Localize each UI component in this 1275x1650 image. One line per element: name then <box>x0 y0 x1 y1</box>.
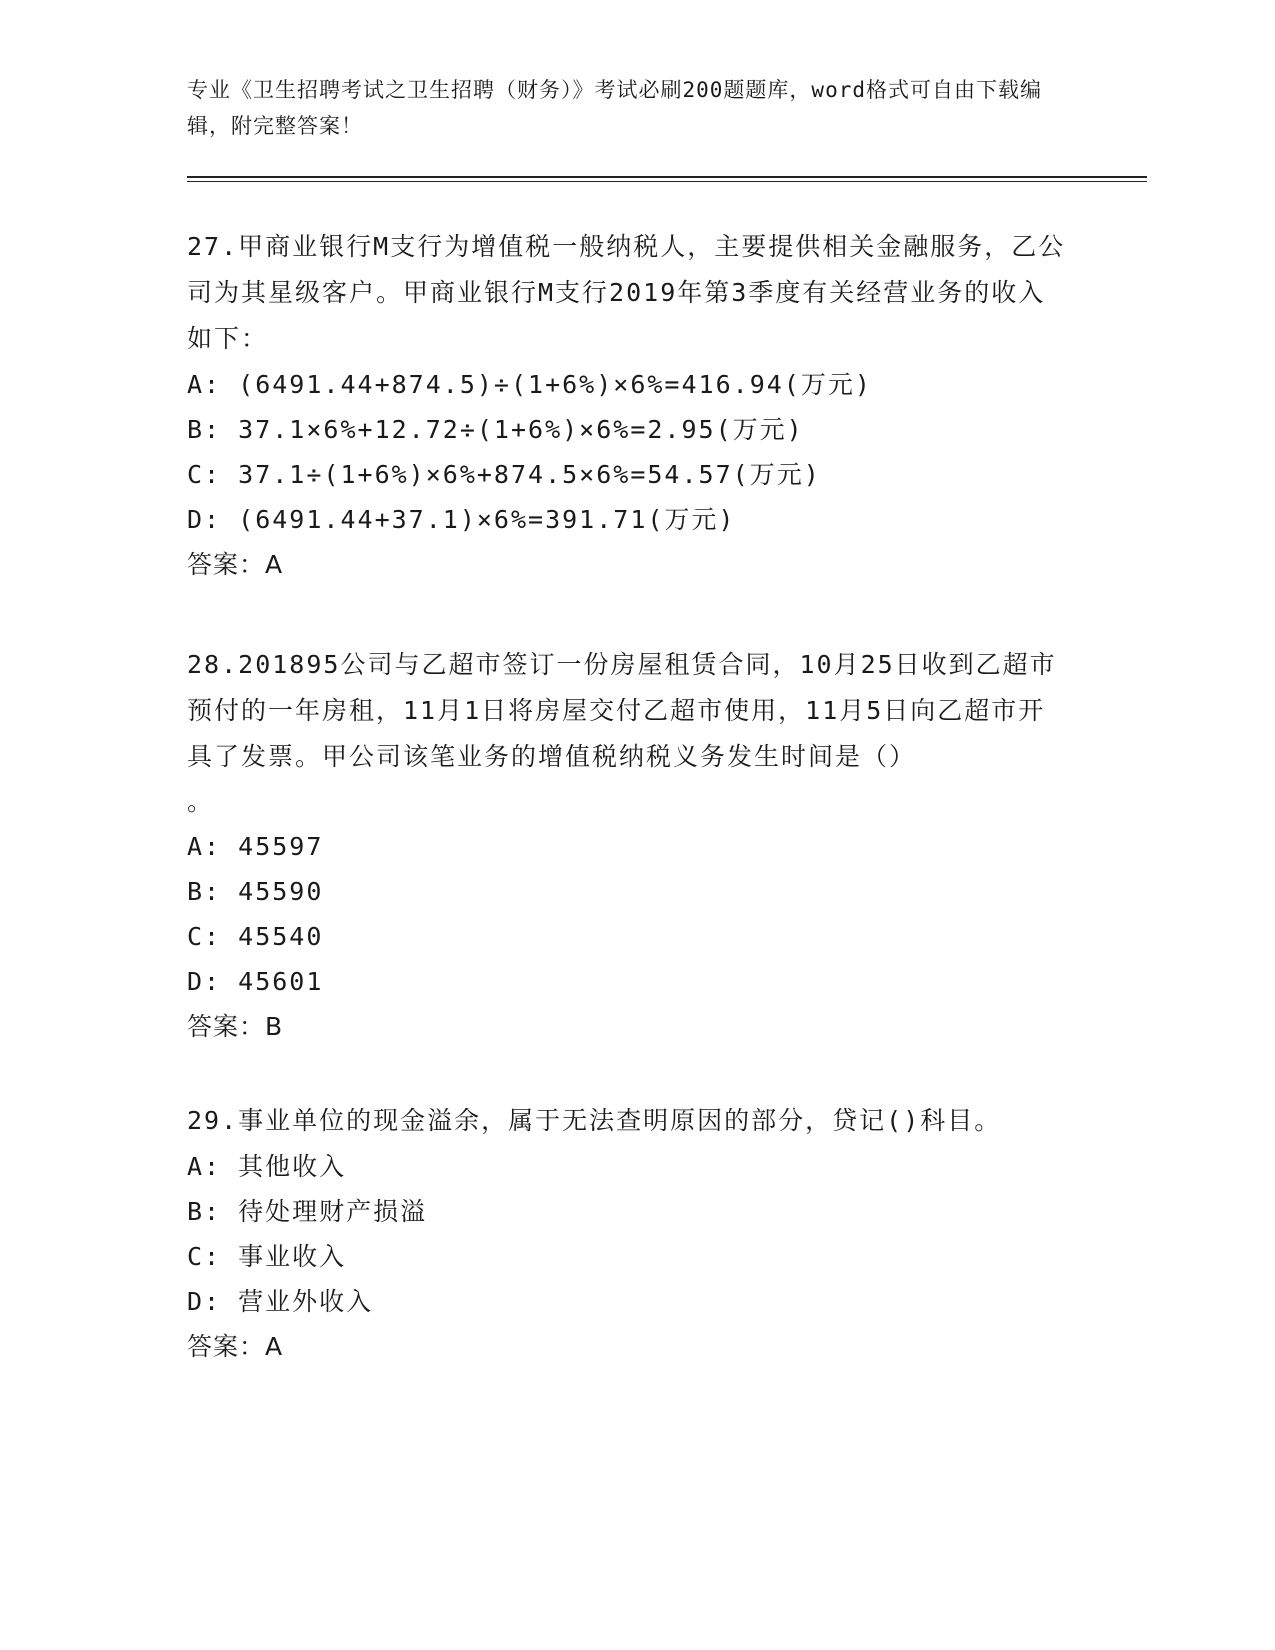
option-d: D: 45601 <box>187 967 324 996</box>
option-c: C: 37.1÷(1+6%)×6%+874.5×6%=54.57(万元) <box>187 460 821 489</box>
answer-label: 答案：B <box>187 1012 284 1041</box>
question-27 <box>187 224 1067 588</box>
option-a: A: 45597 <box>187 832 324 861</box>
header-divider <box>187 176 1147 182</box>
answer-label: 答案：A <box>187 550 284 579</box>
question-stem: 28.201895公司与乙超市签订一份房屋租赁合同，10月25日收到乙超市预付的一年房租，11月1日将房屋交付乙超市使用，11月5日向乙超市开具了发票。甲公司该笔业务的增值税纳税义务发生时间是（） <box>187 650 1057 771</box>
option-c: C: 45540 <box>187 922 324 951</box>
option-b: B: 37.1×6%+12.72÷(1+6%)×6%=2.95(万元) <box>187 415 804 444</box>
question-stem: 27.甲商业银行M支行为增值税一般纳税人，主要提供相关金融服务，乙公司为其星级客户。甲商业银行M支行2019年第3季度有关经营业务的收入如下： <box>187 232 1066 353</box>
option-c: C: 事业收入 <box>187 1242 347 1271</box>
option-a: A: 其他收入 <box>187 1152 347 1181</box>
option-a: A: (6491.44+874.5)÷(1+6%)×6%=416.94(万元) <box>187 370 872 399</box>
document-header: 专业《卫生招聘考试之卫生招聘（财务）》考试必刷200题题库，word格式可自由下载编辑，附完整答案！ <box>187 78 1042 138</box>
option-d: D: 营业外收入 <box>187 1287 374 1316</box>
question-28 <box>187 642 1067 1050</box>
answer-label: 答案：A <box>187 1332 284 1361</box>
question-stem-tail: 。 <box>187 787 215 816</box>
question-29 <box>187 1098 1067 1370</box>
option-b: B: 45590 <box>187 877 324 906</box>
question-stem: 29.事业单位的现金溢余，属于无法查明原因的部分，贷记()科目。 <box>187 1106 1002 1135</box>
option-b: B: 待处理财产损溢 <box>187 1197 428 1226</box>
option-d: D: (6491.44+37.1)×6%=391.71(万元) <box>187 505 736 534</box>
